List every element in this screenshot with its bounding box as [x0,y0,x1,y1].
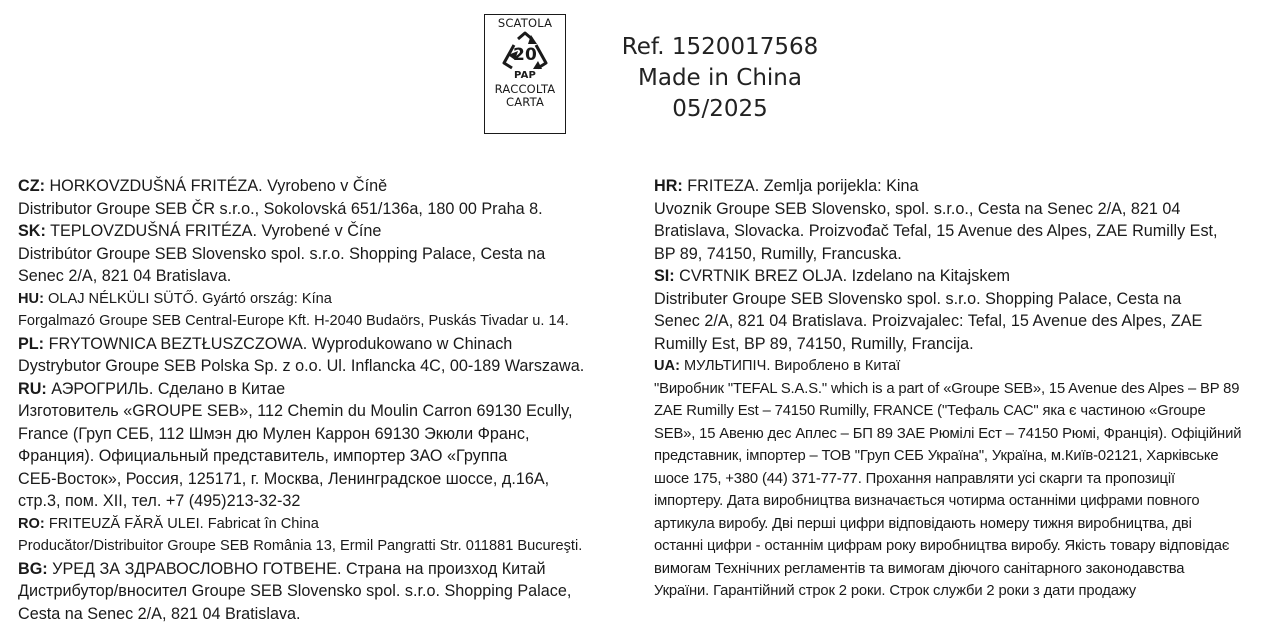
text-line [18,603,584,626]
line-text: стр.3, пом. XII, тел. +7 (495)213-32-32 [18,492,301,510]
text-line [18,445,584,468]
text-line [18,243,584,266]
line-text: BP 89, 74150, Rumilly, Francuska. [654,244,902,263]
text-line [654,490,1241,513]
line-text: FRITEUZĂ FĂRĂ ULEI. Fabricat în China [44,515,319,532]
line-text: Distributor Groupe SEB ČR s.r.o., Sokolovská 651/136a, 180 00 Praha 8. [18,199,543,218]
line-text: імпортеру. Дата виробництва визначається чотирма останніми цифрами повного [654,493,1200,509]
text-line [654,333,1241,356]
text-line [18,333,584,356]
text-line [18,580,584,603]
text-line [18,288,584,311]
line-text: Senec 2/A, 821 04 Bratislava. Proizvajalec: Tefal, 15 Avenue des Alpes, ZAE [654,312,1203,330]
text-line [18,198,584,221]
text-line [654,400,1241,423]
line-text: Франция). Официальный представитель, импортер ЗАО «Группа [18,447,508,465]
line-text: останні цифри - останнім цифрам року виробництва виробу. Якість товару відповідає [654,538,1230,554]
text-line [654,288,1241,311]
text-line [654,535,1241,558]
line-text: вимогам Технічних регламентів та вимогам діючого санітарного законодавства [654,560,1185,577]
text-line [18,423,584,446]
recycling-bottom-line: CARTA [505,95,545,109]
text-line [654,580,1241,603]
recycle-icon [498,31,552,71]
language-code: HU: [18,290,44,307]
text-line [18,220,584,243]
line-text: OLAJ NÉLKÜLI SÜTŐ. Gyártó ország: Kína [43,290,332,307]
text-line [654,355,1241,378]
line-text: Distributer Groupe SEB Slovensko spol. s.r.o. Shopping Palace, Cesta na [654,289,1182,308]
text-line [18,468,584,491]
reference-number: Ref. 1520017568 [621,34,819,60]
text-line [654,243,1241,266]
text-line [654,310,1241,333]
language-code: RO: [18,515,45,532]
language-code: CZ: [18,177,45,195]
line-text: CVRTNIK BREZ OLJA. Izdelano na Kitajskem [674,267,1010,285]
text-line [654,198,1241,221]
line-text: Distribútor Groupe SEB Slovensko spol. s.r.o. Shopping Palace, Cesta na [18,244,546,263]
line-text: Forgalmazó Groupe SEB Central-Europe Kft. H-2040 Budaörs, Puskás Tivadar u. 14. [18,313,569,329]
country-of-origin: Made in China [638,65,802,91]
line-text: шосе 175, +380 (44) 371-77-77. Прохання направляти усі скарги та пропозиції [654,470,1175,487]
line-text: МУЛЬТИПІЧ. Вироблено в Китаї [679,358,901,374]
language-code: RU: [18,379,47,398]
line-text: Producător/Distribuitor Groupe SEB România 13, Ermil Pangratti Str. 011881 Bucureşti. [18,538,583,554]
line-text: артикула виробу. Дві перші цифри відповідають номеру тижня виробництва, дві [654,515,1192,532]
text-line [18,490,584,513]
text-line [654,468,1241,491]
line-text: Dystrybutor Groupe SEB Polska Sp. z o.o. Ul. Inflancka 4C, 00-189 Warszawa. [18,357,585,375]
text-line [654,513,1241,536]
text-line [18,400,584,423]
text-line [18,265,584,288]
text-line [654,265,1241,288]
text-line [654,378,1241,401]
text-line [654,558,1241,581]
line-text: Cesta na Senec 2/A, 821 04 Bratislava. [18,604,301,623]
text-line [18,355,584,378]
text-line [18,175,584,198]
line-text: FRYTOWNICA BEZTŁUSZCZOWA. Wyprodukowano w Chinach [44,334,513,353]
recycling-code: 20 [512,45,538,65]
recycling-label [484,14,566,134]
language-code: HR: [654,177,683,195]
line-text: HORKOVZDUŠNÁ FRITÉZA. Vyrobeno v Číně [44,177,388,195]
recycling-top-text: SCATOLA [497,16,553,30]
line-text: УРЕД ЗА ЗДРАВОСЛОВНО ГОТВЕНЕ. Страна на произход Китай [47,559,546,578]
language-code: BG: [18,559,48,578]
line-text: Дистрибутор/вносител Groupe SEB Slovensko spol. s.r.o. Shopping Palace, [18,582,572,600]
line-text: SEB», 15 Авеню дес Аплес – БП 89 ЗАЕ Рюмілі Ест – 74150 Рюмі, Франція). Офіційний [654,425,1242,442]
text-line [18,513,584,536]
production-date: 05/2025 [672,96,768,122]
language-code: SI: [654,267,675,285]
line-text: АЭРОГРИЛЬ. Сделано в Китае [46,379,286,398]
line-text: Uvoznik Groupe SEB Slovensko, spol. s.r.o., Cesta na Senec 2/A, 821 04 [654,199,1181,218]
line-text: Bratislava, Slovacka. Proizvođač Tefal, 15 Avenue des Alpes, ZAE Rumilly Est, [654,222,1218,240]
line-text: ZAE Rumilly Est – 74150 Rumilly, FRANCE ("Тефаль САС" яка є частиною «Groupe [654,403,1206,419]
language-code: PL: [18,334,45,353]
line-text: FRITEZA. Zemlja porijekla: Kina [682,177,919,195]
line-text: представник, імпортер – ТОВ "Груп СЕБ Україна", Україна, м.Київ-02121, Харківське [654,448,1219,464]
language-code: UA: [654,358,680,374]
line-text: "Виробник "TEFAL S.A.S." which is a part of «Groupe SEB», 15 Avenue des Alpes – BP 89 [654,380,1240,397]
text-line [18,558,584,581]
text-line [654,175,1241,198]
line-text: СЕБ-Восток», Россия, 125171, г. Москва, Ленинградское шоссе, д.16А, [18,469,550,488]
line-text: України. Гарантійний строк 2 роки. Строк служби 2 роки з дати продажу [654,583,1136,599]
line-text: TEPLOVZDUŠNÁ FRITÉZA. Vyrobené v Číne [45,222,382,240]
right-text-column [654,175,1241,603]
product-meta [600,32,840,125]
line-text: Изготовитель «GROUPE SEB», 112 Chemin du Moulin Carron 69130 Ecully, [18,402,573,420]
text-line [18,378,584,401]
line-text: Senec 2/A, 821 04 Bratislava. [18,267,232,285]
left-text-column [18,175,584,625]
line-text: France (Груп СЕБ, 112 Шмэн дю Мулен Каррон 69130 Экюли Франс, [18,424,530,443]
recycling-material: PAP [513,70,537,81]
text-line [18,310,584,333]
text-line [18,535,584,558]
text-line [654,220,1241,243]
text-line [654,423,1241,446]
recycling-bottom-line: RACCOLTA [494,82,556,96]
line-text: Rumilly Est, BP 89, 74150, Rumilly, Francija. [654,334,974,353]
language-code: SK: [18,222,46,240]
text-line [654,445,1241,468]
